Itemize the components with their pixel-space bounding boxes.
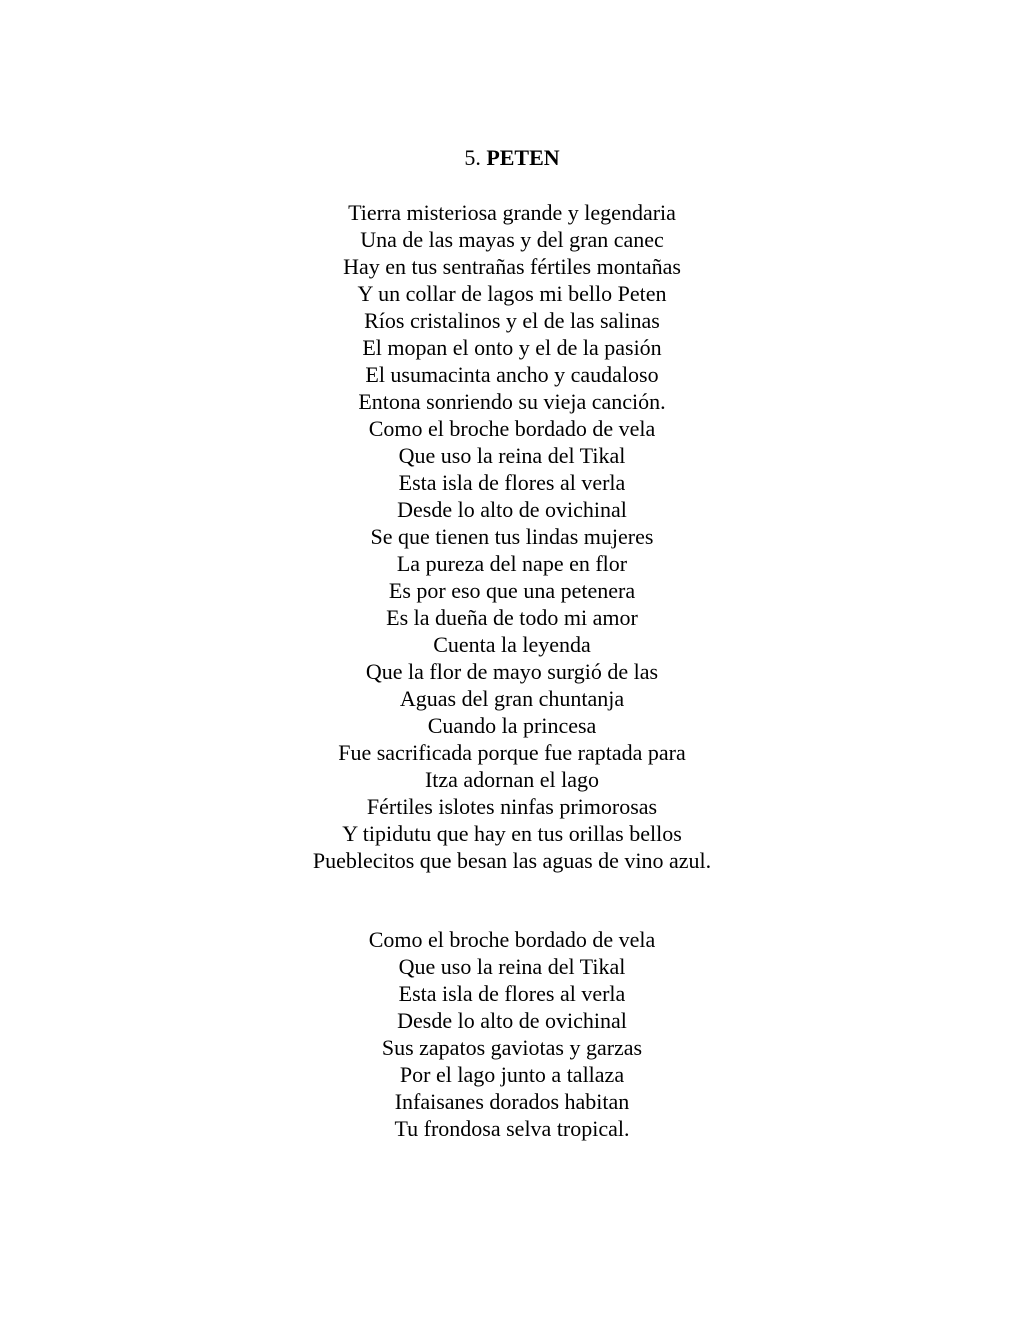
poem-line: Es por eso que una petenera xyxy=(388,578,636,603)
poem-line: Y un collar de lagos mi bello Peten xyxy=(357,281,667,306)
poem-line: Hay en tus sentrañas fértiles montañas xyxy=(343,254,681,279)
poem-line: Por el lago junto a tallaza xyxy=(399,1062,625,1087)
poem-line: Esta isla de flores al verla xyxy=(398,470,626,495)
poem-line: Entona sonriendo su vieja canción. xyxy=(358,389,666,414)
poem-line: La pureza del nape en flor xyxy=(396,551,628,576)
poem-line: El usumacinta ancho y caudaloso xyxy=(365,362,659,387)
poem-line: Sus zapatos gaviotas y garzas xyxy=(381,1035,643,1060)
poem-line: Infaisanes dorados habitan xyxy=(394,1089,630,1114)
poem-line: Cuenta la leyenda xyxy=(433,632,591,657)
poem-line: Desde lo alto de ovichinal xyxy=(397,497,627,522)
poem-line: Fértiles islotes ninfas primorosas xyxy=(366,794,658,819)
poem-name: PETEN xyxy=(486,145,560,170)
poem-line: Ríos cristalinos y el de las salinas xyxy=(364,308,660,333)
poem-line: Aguas del gran chuntanja xyxy=(399,686,625,711)
poem-line: Que uso la reina del Tikal xyxy=(398,954,626,979)
poem-line: Que uso la reina del Tikal xyxy=(398,443,626,468)
stanza-1 xyxy=(0,199,1024,874)
poem-line: Pueblecitos que besan las aguas de vino azul. xyxy=(312,848,712,873)
poem-line: Y tipidutu que hay en tus orillas bellos xyxy=(342,821,682,846)
stanza-2 xyxy=(0,926,1024,1142)
poem-line: Es la dueña de todo mi amor xyxy=(386,605,638,630)
poem-line: Fue sacrificada porque fue raptada para xyxy=(338,740,686,765)
poem-line: Desde lo alto de ovichinal xyxy=(397,1008,627,1033)
poem-line: Que la flor de mayo surgió de las xyxy=(365,659,659,684)
poem-line: Una de las mayas y del gran canec xyxy=(360,227,664,252)
poem-line: El mopan el onto y el de la pasión xyxy=(362,335,662,360)
poem-title xyxy=(0,144,1024,172)
poem-line: Tu frondosa selva tropical. xyxy=(394,1116,630,1141)
poem-number: 5. xyxy=(464,145,481,170)
poem-line: Cuando la princesa xyxy=(427,713,597,738)
poem-line: Como el broche bordado de vela xyxy=(368,416,656,441)
poem-line: Esta isla de flores al verla xyxy=(398,981,626,1006)
poem-line: Tierra misteriosa grande y legendaria xyxy=(348,200,676,225)
poem-line: Itza adornan el lago xyxy=(424,767,600,792)
poem-line: Como el broche bordado de vela xyxy=(368,927,656,952)
poem-line: Se que tienen tus lindas mujeres xyxy=(370,524,654,549)
